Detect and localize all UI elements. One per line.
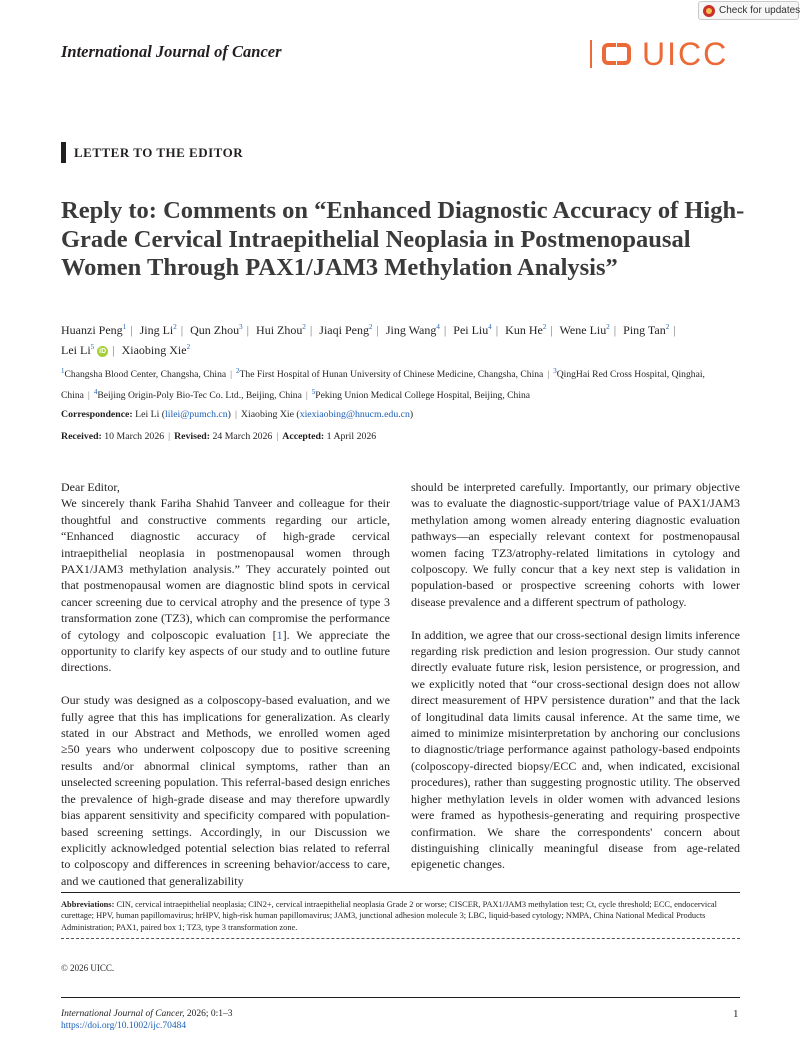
check-for-updates-button[interactable] xyxy=(698,1,799,20)
paragraph: Our study was designed as a colposcopy-based evaluation, and we fully agree that this has implications for generalization. As clearly stated in our Abstract and Methods, we enrolled women aged ≥50 years who underwent colposcopy due to positive screening results and/or abnormal clinical symptoms, rather than an unselected screening population. This referral-based design enriches the prevalence of high-grade disease and may therefore upwardly bias apparent sensitivity and specificity compared with population-based screening settings. Accordingly, in our Discussion we explicitly acknowledged potential selection bias related to referral to colposcopy and differences in screening behavior/access to care, and we cautioned that generalizability xyxy=(61,693,390,888)
copyright: © 2026 UICC. xyxy=(61,963,115,973)
author[interactable]: Jing Wang$^4$ xyxy=(385,323,440,337)
author[interactable]: Huanzi Peng$^1$ xyxy=(61,323,127,337)
check-for-updates-label: Check for updates xyxy=(719,5,800,16)
affiliations: $^1$Changsha Blood Center, Changsha, China | $^2$The First Hospital of Hunan University of Chinese Medicine, Changsha, China | $^3$QingHai Red Cross Hospital, Qinghai, China | $^4$Beijing Origin-Poly Bio-Tec Co. Ltd., Beijing, China | $^5$Peking Union Medical College Hospital, Beijing, China xyxy=(61,367,705,401)
history-dates: Received: 10 March 2026 | Revised: 24 March 2026 | Accepted: 1 April 2026 xyxy=(61,431,377,442)
author[interactable]: Wene Liu$^2$ xyxy=(559,323,610,337)
section-heading xyxy=(61,142,243,163)
reference-link[interactable]: 1 xyxy=(276,627,283,642)
doi-link[interactable]: https://doi.org/10.1002/ijc.70484 xyxy=(61,1021,187,1031)
author[interactable]: Jiaqi Peng$^2$ xyxy=(319,323,373,337)
uicc-logo-text: UICC xyxy=(642,36,729,72)
author[interactable]: Ping Tan$^2$ xyxy=(623,323,670,337)
paragraph: In addition, we agree that our cross-sectional design limits inference regarding risk prediction and lesion progression. Our study cannot directly evaluate future risk, lesion persistence, or progression, and we explicitly noted that “our cross-sectional design does not allow direct measurement of HPV persistence duration” and that the lack of longitudinal data limits causal inference. At the same time, we aimed to minimize misinterpretation by anchoring our conclusions to diagnostic/triage performance against pathology-based endpoints (colposcopy-directed biopsy/ECC and, when indicated, excisional procedures), rather than suggesting prognostic utility. The observed higher methylation levels in older women with advanced lesions were framed as hypothesis-generating and requiring prospective confirmation. We share the correspondents' concern about distinguishing clinically meaningful disease from age-related epigenetic changes. xyxy=(411,627,740,872)
author[interactable]: Lei Li$^5$iD xyxy=(61,342,107,357)
article-title: Reply to: Comments on “Enhanced Diagnostic Accuracy of High-Grade Cervical Intraepithelial Neoplasia in Postmenopausal Women Through PAX1/JAM3 Methylation Analysis” xyxy=(61,197,745,281)
footnote-dashed-rule xyxy=(61,938,740,939)
uicc-logo xyxy=(590,36,729,72)
author-list: Huanzi Peng$^1$ | Jing Li$^2$ | Qun Zhou$^3$ | Hui Zhou$^2$ | Jiaqi Peng$^2$ | Jing Wang$^4$ | Pei Liu$^4$ | Kun He$^2$ | Wene Liu$^2$ | Ping Tan$^2$ | Lei Li$^5$iD | Xiaobing Xie$^2$ xyxy=(61,323,676,357)
crossmark-icon xyxy=(703,5,715,17)
abbreviations: Abbreviations: CIN, cervical intraepithelial neoplasia; CIN2+, cervical intraepithelial neoplasia Grade 2 or worse; CISCER, PAX1/JAM3 methylation test; Ct, cycle threshold; ECC, endocervical curettage; HPV, human papillomavirus; hrHPV, high-risk human papillomavirus; JAM3, junctional adhesion molecule 3; LBC, liquid-based cytology; NMPA, China National Medical Products Administration; PAX1, paired box 1; TZ3, type 3 transformation zone. xyxy=(61,900,717,932)
orcid-icon[interactable]: iD xyxy=(99,347,107,355)
paragraph: should be interpreted carefully. Importantly, our primary objective was to evaluate the diagnostic-support/triage value of PAX1/JAM3 methylation among women already entering diagnostic evaluation pathways—an especially relevant context for postmenopausal women facing TZ3/atrophy-related limitations in cytology and colposcopy. We fully concur that a key next step is validation in population-based or prospective screening cohorts with lower disease prevalence and a different spectrum of pathology. xyxy=(411,480,740,609)
body-column-right xyxy=(411,479,740,873)
logo-divider xyxy=(590,40,592,68)
author[interactable]: Hui Zhou$^2$ xyxy=(256,323,306,337)
section-label: LETTER TO THE EDITOR xyxy=(74,144,244,160)
author[interactable]: Pei Liu$^4$ xyxy=(453,323,492,337)
author[interactable]: Xiaobing Xie$^2$ xyxy=(121,342,191,357)
paragraph: We sincerely thank Fariha Shahid Tanveer and colleague for their thoughtful and constructive comments regarding our article, “Enhanced diagnostic accuracy of high-grade cervical intraepithelial neoplasia in postmenopausal women through PAX1/JAM3 methylation analysis.” They accurately pointed out that postmenopausal women are diagnostic blind spots in cervical cancer screening due to cervical atrophy and the presence of type 3 transformation zone (TZ3), which can compromise the performance of cytology and colposcopic evaluation [1]. We appreciate the opportunity to clarify key aspects of our study and to outline future directions. xyxy=(61,496,391,675)
uicc-mark-icon xyxy=(600,40,634,68)
body-column-left xyxy=(61,479,390,889)
author[interactable]: Kun He$^2$ xyxy=(505,323,547,337)
author[interactable]: Qun Zhou$^3$ xyxy=(190,323,243,337)
footnote-rule xyxy=(61,892,740,893)
email-link[interactable]: lilei@pumch.cn xyxy=(165,409,228,420)
correspondence: Correspondence: Lei Li (lilei@pumch.cn) | Xiaobing Xie (xiexiaobing@hnucm.edu.cn) xyxy=(61,409,414,420)
email-link[interactable]: xiexiaobing@hnucm.edu.cn xyxy=(299,409,410,420)
footer-rule xyxy=(61,997,740,998)
author[interactable]: Jing Li$^2$ xyxy=(139,323,177,337)
footer-citation: International Journal of Cancer, 2026; 0:1–3 xyxy=(61,1009,233,1019)
salutation: Dear Editor, xyxy=(61,480,120,494)
section-bar xyxy=(61,142,66,163)
journal-name: International Journal of Cancer xyxy=(61,42,282,61)
page-number: 1 xyxy=(733,1008,739,1020)
